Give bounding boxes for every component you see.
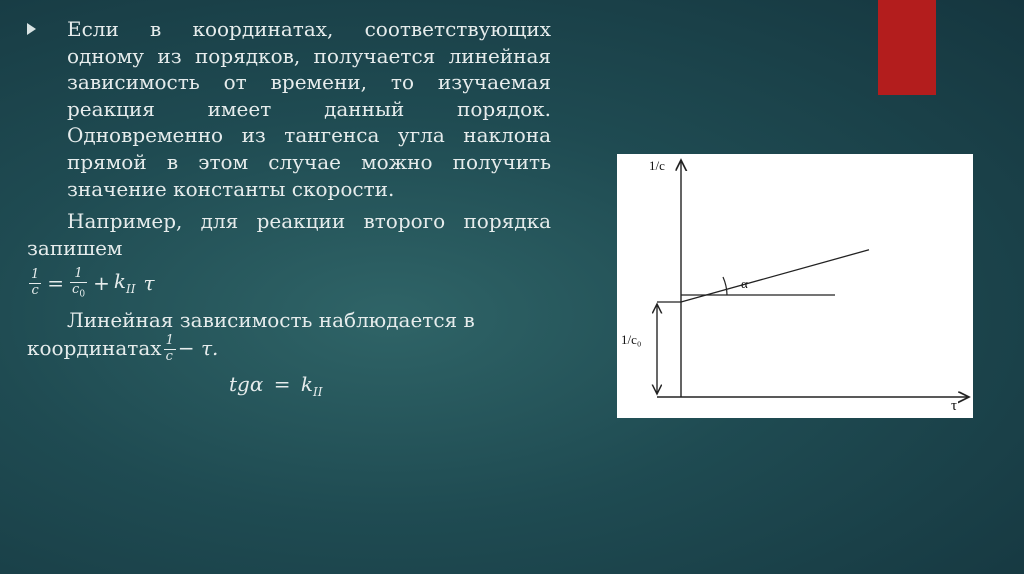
k-subscript: II (125, 282, 136, 297)
paragraph-3-text-2: координатах (27, 335, 162, 360)
fraction-numerator: 1 (165, 332, 174, 348)
y-axis-label: 1/c (649, 158, 665, 173)
tau-coordinate: − τ. (177, 335, 219, 360)
fraction-denominator: c (165, 348, 173, 364)
paragraph-3-text: Линейная зависимость наблюдается в (67, 308, 475, 333)
fraction-denominator (70, 283, 87, 300)
red-accent-bar (878, 0, 936, 95)
paragraph-1 (27, 16, 551, 202)
slide-text (27, 16, 551, 401)
paragraph-3 (27, 307, 551, 364)
c-symbol: c (72, 281, 80, 297)
data-line (681, 250, 869, 302)
fraction-1-over-c0 (70, 267, 87, 300)
k-symbol: k (113, 269, 126, 294)
paragraph-2-text: Например, для реакции второго порядка запишем (27, 209, 551, 260)
second-order-plot (617, 154, 973, 418)
angle-arc (723, 277, 727, 295)
paragraph-1-text: Если в координатах, соответствующих одному из порядков, получается линейная зависимость от времени, то изучаемая реакция имеет данный порядок. Одновременно из тангенса угла наклона прямой в этом случае можно получить значение константы скорости. (67, 17, 551, 201)
c-subscript: 0 (79, 289, 86, 300)
equals-sign: = (47, 271, 65, 296)
paragraph-2 (27, 208, 551, 261)
intercept-label: 1/c₀ (621, 332, 642, 347)
angle-label: α (741, 276, 748, 291)
bullet-arrow-icon (27, 23, 36, 35)
k-symbol: k (300, 371, 313, 396)
fraction-denominator: c (31, 282, 39, 298)
rate-equation (27, 263, 551, 303)
tau-symbol: τ (143, 271, 155, 296)
plus-sign: + (93, 271, 110, 296)
plot-svg (617, 154, 973, 418)
slope-equation (27, 371, 551, 401)
tangent-alpha: tgα (229, 371, 264, 396)
rate-constant (114, 268, 136, 298)
fraction-numerator: 1 (31, 266, 40, 282)
fraction-1-over-c-inline (164, 334, 176, 365)
k-subscript: II (312, 384, 323, 399)
fraction-1-over-c (29, 268, 41, 299)
x-axis-label: τ (951, 398, 958, 414)
fraction-numerator: 1 (70, 267, 87, 283)
equals-sign: = (273, 371, 291, 396)
